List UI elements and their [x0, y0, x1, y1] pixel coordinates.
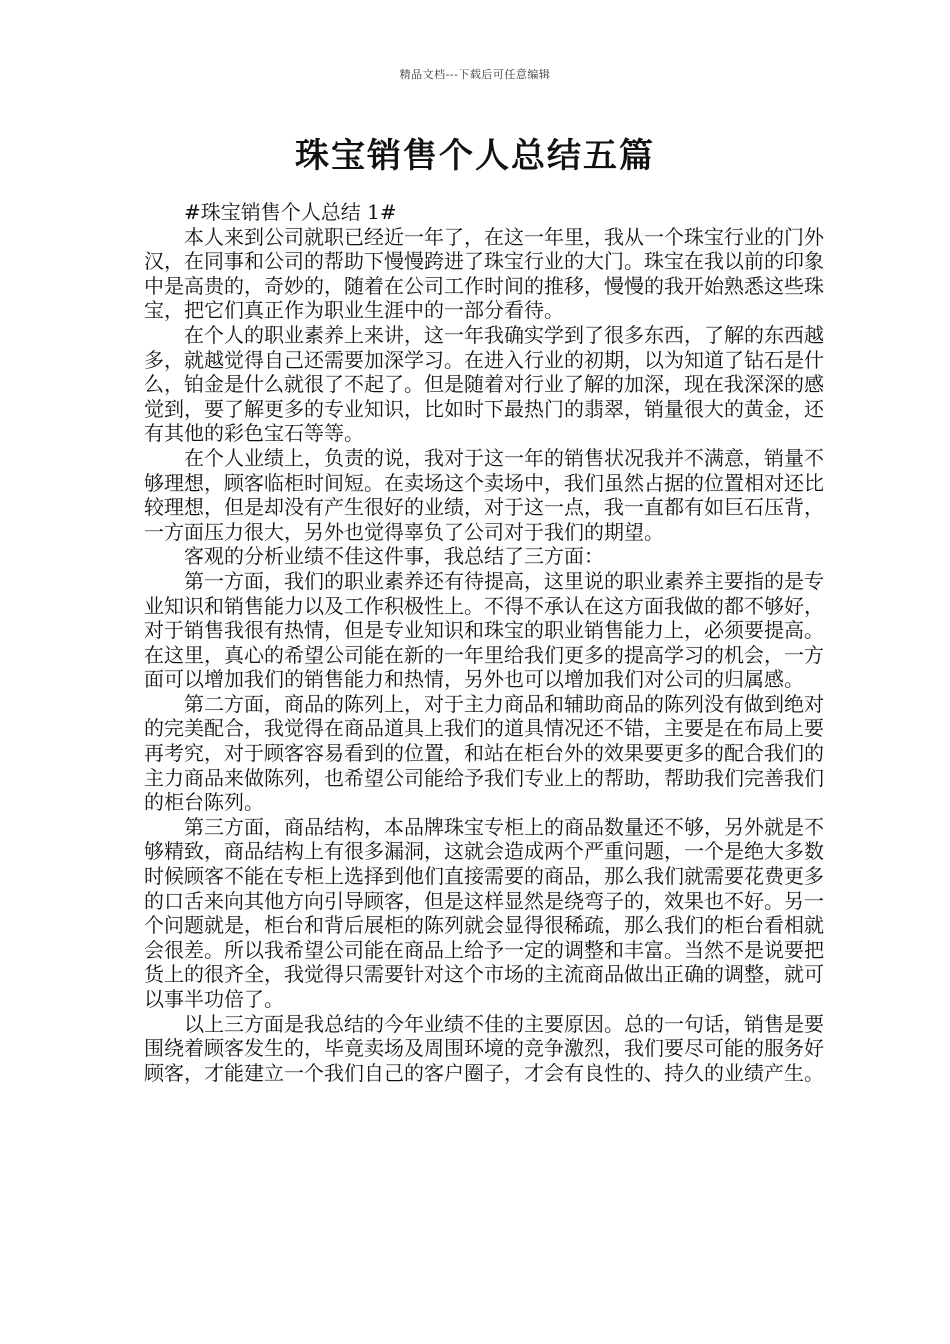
paragraph: 第三方面，商品结构，本品牌珠宝专柜上的商品数量还不够，另外就是不够精致，商品结构上有很多漏洞，这就会造成两个严重问题，一个是绝大多数时候顾客不能在专柜上选择到他们直接需要的商品，那么我们就需要花费更多的口舌来向其他方向引导顾客，但是这样显然是绕弯子的，效果也不好。另一个问题就是，柜台和背后展柜的陈列就会显得很稀疏，那么我们的柜台看相就会很差。所以我希望公司能在商品上给予一定的调整和丰富。当然不是说要把货上的很齐全，我觉得只需要针对这个市场的主流商品做出正确的调整，就可以事半功倍了。: [144, 814, 824, 1011]
paragraph: 在个人的职业素养上来讲，这一年我确实学到了很多东西，了解的东西越多，就越觉得自己还需要加深学习。在进入行业的初期，以为知道了钻石是什么，铂金是什么就很了不起了。但是随着对行业了解的加深，现在我深深的感觉到，要了解更多的专业知识，比如时下最热门的翡翠，销量很大的黄金，还有其他的彩色宝石等等。: [144, 322, 824, 446]
paragraph: 客观的分析业绩不佳这件事，我总结了三方面：: [184, 544, 604, 569]
paragraph: 第一方面，我们的职业素养还有待提高，这里说的职业素养主要指的是专业知识和销售能力以及工作积极性上。不得不承认在这方面我做的都不够好，对于销售我很有热情，但是专业知识和珠宝的职业销售能力上，必须要提高。在这里，真心的希望公司能在新的一年里给我们更多的提高学习的机会，一方面可以增加我们的销售能力和热情，另外也可以增加我们对公司的归属感。: [144, 568, 824, 692]
paragraph: 本人来到公司就职已经近一年了，在这一年里，我从一个珠宝行业的门外汉，在同事和公司的帮助下慢慢跨进了珠宝行业的大门。珠宝在我以前的印象中是高贵的，奇妙的，随着在公司工作时间的推移，慢慢的我开始熟悉这些珠宝，把它们真正作为职业生涯中的一部分看待。: [144, 224, 824, 323]
header-note: 精品文档---下载后可任意编辑: [399, 68, 551, 81]
paragraph: 第二方面，商品的陈列上，对于主力商品和辅助商品的陈列没有做到绝对的完美配合，我觉得在商品道具上我们的道具情况还不错，主要是在布局上要再考究，对于顾客容易看到的位置，和站在柜台外的效果要更多的配合我们的主力商品来做陈列，也希望公司能给予我们专业上的帮助，帮助我们完善我们的柜台陈列。: [144, 691, 824, 815]
document-title: 珠宝销售个人总结五篇: [295, 136, 655, 176]
document-body: [144, 200, 824, 1085]
section-heading: #珠宝销售个人总结 1#: [184, 200, 397, 224]
paragraph: 以上三方面是我总结的今年业绩不佳的主要原因。总的一句话，销售是要围绕着顾客发生的，毕竟卖场及周围环境的竞争激烈，我们要尽可能的服务好顾客，才能建立一个我们自己的客户圈子，才会有良性的、持久的业绩产生。: [144, 1011, 824, 1085]
paragraph: 在个人业绩上，负责的说，我对于这一年的销售状况我并不满意，销量不够理想，顾客临柜时间短。在卖场这个卖场中，我们虽然占据的位置相对还比较理想，但是却没有产生很好的业绩，对于这一点，我一直都有如巨石压背，一方面压力很大，另外也觉得辜负了公司对于我们的期望。: [144, 445, 824, 544]
